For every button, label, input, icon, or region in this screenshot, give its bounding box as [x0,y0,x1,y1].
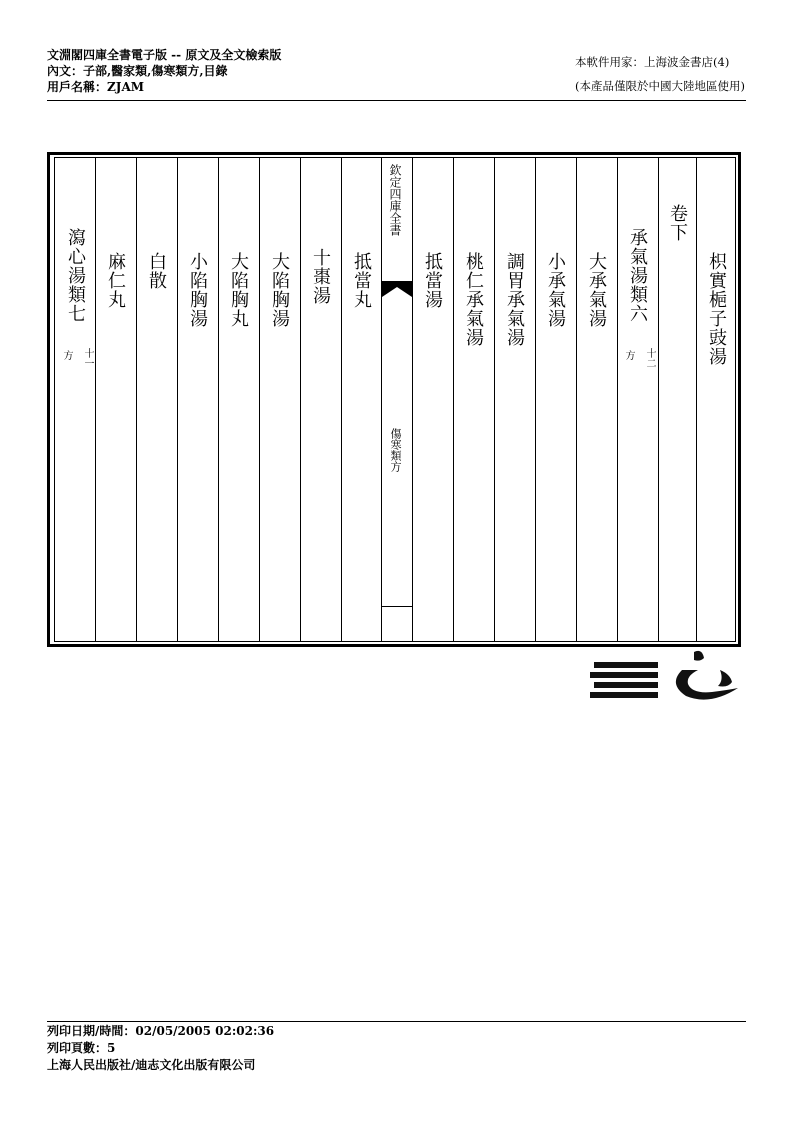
column-heading: 十棗湯 [310,248,331,305]
column-note: 方 [623,350,634,360]
text-column [453,158,494,641]
publisher-logo [590,648,750,708]
column-heading: 桃仁承氣湯 [463,252,484,347]
column-heading: 大承氣湯 [586,252,607,328]
header-username: 用戶名稱：ZJAM [47,80,145,94]
text-column [494,158,535,641]
footer [47,1023,274,1074]
spine-title: 欽定四庫全書 [388,164,402,236]
page-frame-inner [54,157,736,642]
footer-divider [47,1021,746,1022]
column-heading: 小陷胸湯 [187,252,208,328]
header-restriction: (本產品僅限於中國大陸地區使用) [575,79,745,93]
spine-rule [381,606,412,607]
print-pages: 列印頁數：5 [47,1041,116,1055]
text-column [259,158,300,641]
column-heading: 小承氣湯 [545,252,566,328]
column-heading: 大陷胸湯 [269,252,290,328]
column-heading: 枳實梔子豉湯 [706,252,727,366]
text-column [300,158,341,641]
text-column [696,158,737,641]
header-divider [47,100,746,101]
page-spine [381,158,412,641]
column-note: 方 [61,350,72,360]
text-column [576,158,617,641]
column-heading: 麻仁丸 [105,252,126,309]
column-heading: 調胃承氣湯 [504,252,525,347]
text-column [617,158,658,641]
header-title: 文淵閣四庫全書電子版 -- 原文及全文檢索版 [47,48,282,62]
column-heading: 抵當湯 [422,252,443,309]
header-right [575,50,745,98]
header-licensee: 本軟件用家：上海波金書店(4) [575,55,730,69]
text-column [658,158,696,641]
text-column [412,158,453,641]
print-datetime: 列印日期/時間：02/05/2005 02:02:36 [47,1024,275,1038]
text-column [535,158,576,641]
fish-tail-icon [382,281,412,297]
column-heading: 承氣湯類六 [627,228,648,323]
column-note: 十一 [82,348,93,368]
spine-subtitle: 傷寒類方 [389,428,402,472]
text-column [341,158,381,641]
column-heading: 白散 [146,252,167,290]
text-column [95,158,136,641]
publisher-line: 上海人民出版社/迪志文化出版有限公司 [47,1058,256,1072]
header-left [47,47,281,95]
text-column [55,158,95,641]
text-column [136,158,177,641]
text-column [177,158,218,641]
text-column [218,158,259,641]
column-heading: 卷下 [667,204,688,242]
column-heading: 抵當丸 [351,252,372,309]
header-content-path: 內文：子部,醫家類,傷寒類方,目錄 [47,64,228,78]
column-heading: 瀉心湯類七 [65,228,86,323]
column-heading: 大陷胸丸 [228,252,249,328]
column-note: 十二 [644,348,655,368]
